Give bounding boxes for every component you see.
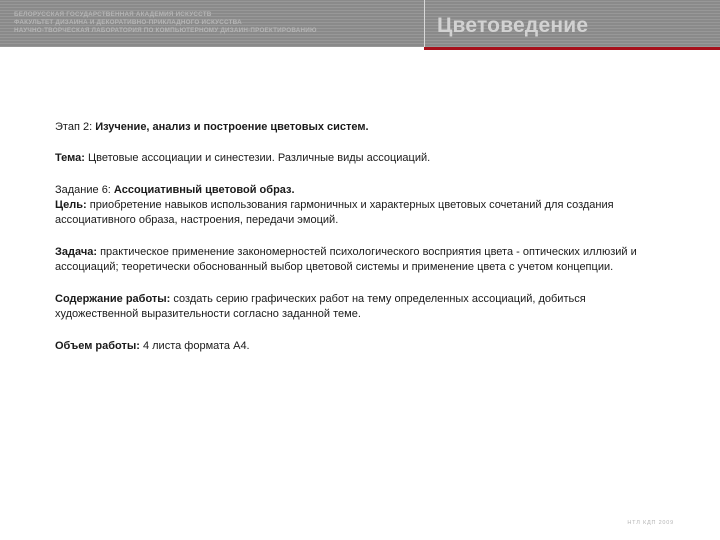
accent-bar <box>424 47 720 50</box>
volume-paragraph <box>55 339 655 354</box>
page-title: Цветоведение <box>437 14 589 37</box>
work-content-paragraph <box>55 292 655 322</box>
objective-label: Задача: <box>55 246 101 258</box>
theme-label: Тема: <box>55 152 88 164</box>
footer-mark: НТЛ КДП 2009 <box>627 520 674 526</box>
org-line: ФАКУЛЬТЕТ ДИЗАЙНА И ДЕКОРАТИВНО-ПРИКЛАДНОГО ИСКУССТВА <box>14 19 242 26</box>
goal-paragraph <box>55 198 655 228</box>
work-content-text: создать серию графических работ на тему определенных ассоциаций, добиться художественной выразительности согласно заданной теме. <box>55 293 586 320</box>
task-label: Задание 6: <box>55 184 114 196</box>
assignment-content <box>55 120 655 354</box>
header-bar <box>0 0 720 47</box>
org-line: БЕЛОРУССКАЯ ГОСУДАРСТВЕННАЯ АКАДЕМИЯ ИСКУССТВ <box>14 11 212 18</box>
task-paragraph <box>55 183 655 198</box>
header-divider <box>424 0 425 47</box>
goal-label: Цель: <box>55 199 90 211</box>
stage-paragraph <box>55 120 655 135</box>
stage-text: Изучение, анализ и построение цветовых систем. <box>95 121 369 133</box>
volume-text: 4 листа формата А4. <box>142 340 250 352</box>
theme-text: Цветовые ассоциации и синестезии. Различные виды ассоциаций. <box>87 152 431 164</box>
work-content-label: Содержание работы: <box>55 293 174 305</box>
objective-text: практическое применение закономерностей психологического восприятия цвета - оптических иллюзий и ассоциаций; теоретически обоснованный выбор цветовой системы и применение цвета с учетом концепции. <box>55 246 637 273</box>
org-line: НАУЧНО-ТВОРЧЕСКАЯ ЛАБОРАТОРИЯ ПО КОМПЬЮТЕРНОМУ ДИЗАЙН-ПРОЕКТИРОВАНИЮ <box>14 27 317 34</box>
theme-paragraph <box>55 151 655 166</box>
task-text: Ассоциативный цветовой образ. <box>113 184 295 196</box>
organization-name <box>14 11 419 35</box>
stage-label: Этап 2: <box>55 121 96 133</box>
objective-paragraph <box>55 245 655 275</box>
goal-text: приобретение навыков использования гармоничных и характерных цветовых сочетаний для создания ассоциативного образа, настроения, передачи эмоций. <box>55 199 614 226</box>
volume-label: Объем работы: <box>55 340 143 352</box>
